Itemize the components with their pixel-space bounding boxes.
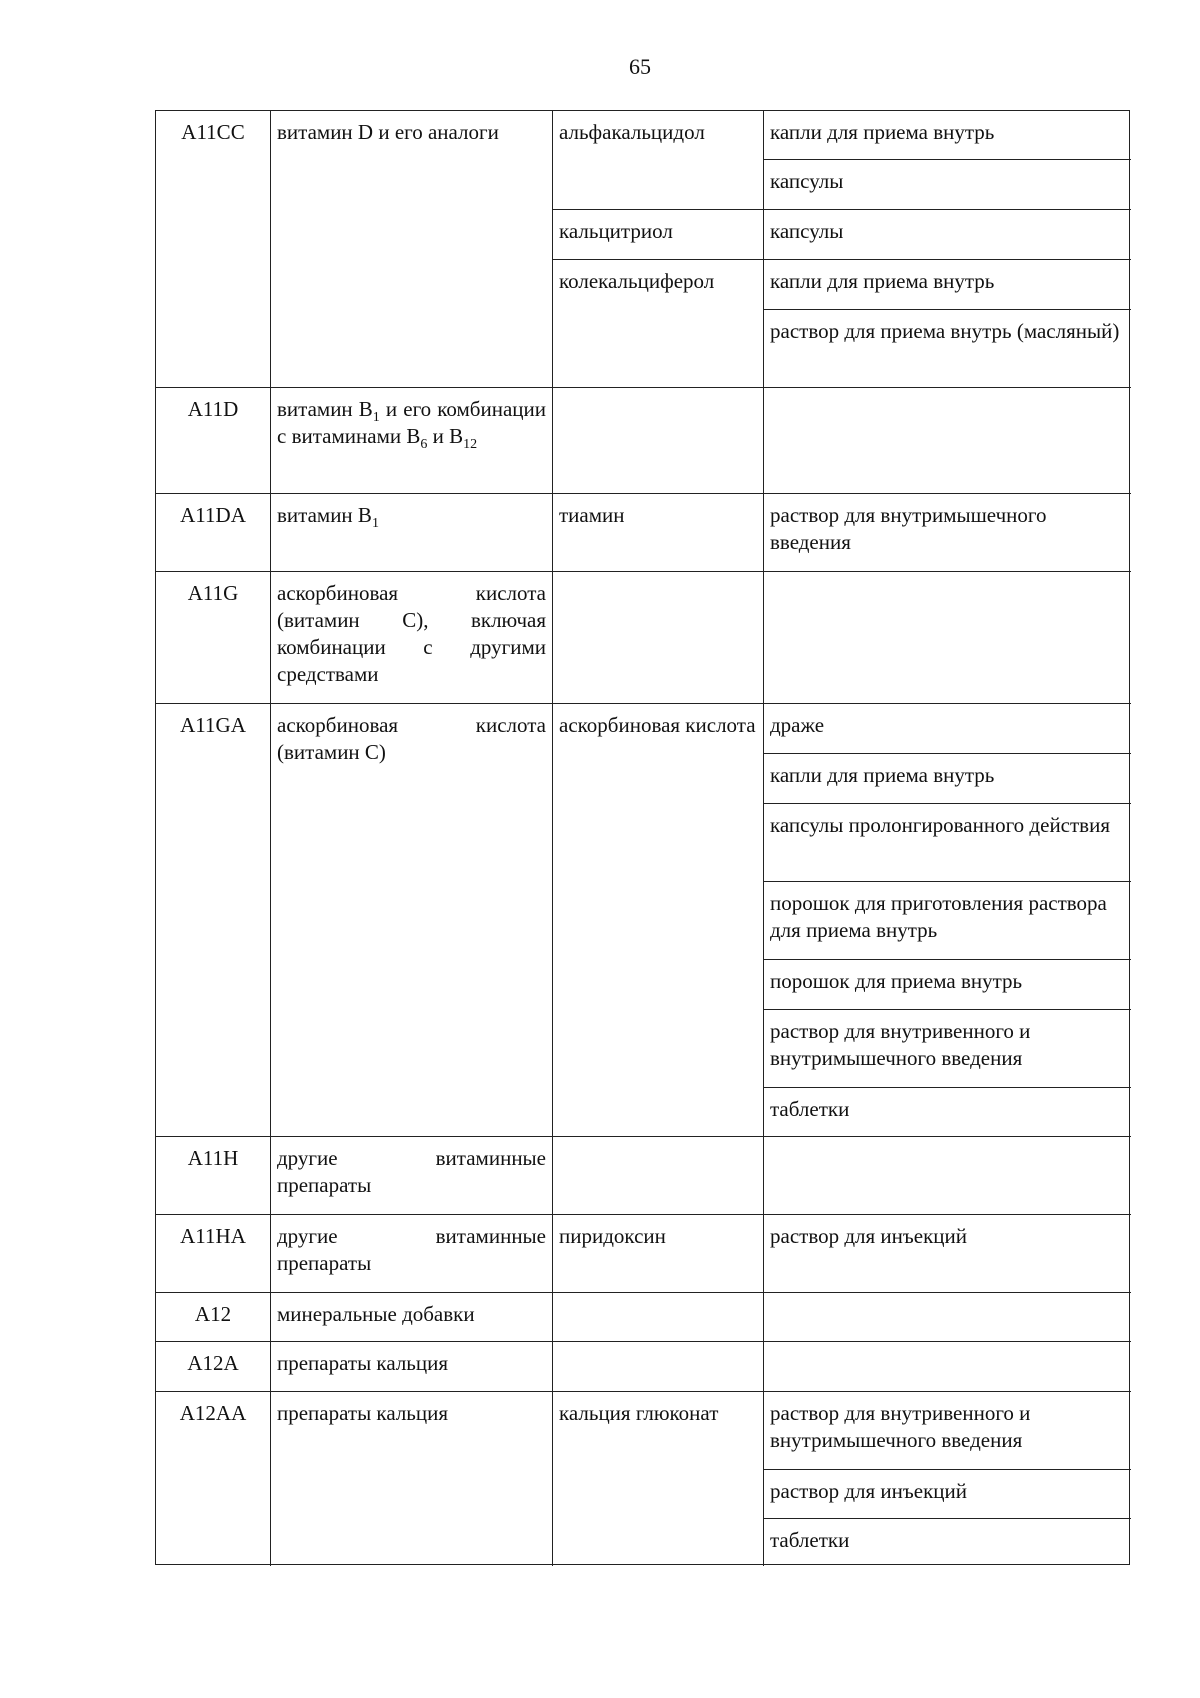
dosage-form-cell: раствор для внутримышечного введения <box>764 494 1131 572</box>
atc-code-cell: A11GA <box>156 704 271 1137</box>
atc-code-cell: A12 <box>156 1293 271 1342</box>
group-name-cell <box>271 1137 553 1215</box>
group-text: витамин B <box>277 503 372 527</box>
group-name-cell: другие витаминные препараты <box>271 1215 553 1293</box>
dosage-form-cell: таблетки <box>770 1528 850 1552</box>
group-name-cell: препараты кальция <box>271 1392 553 1566</box>
drug-name-cell <box>553 1293 764 1342</box>
drug-name-cell <box>553 388 764 494</box>
dosage-form-cell <box>764 388 1131 494</box>
dosage-form-cell <box>764 1293 1131 1342</box>
dosage-form-cell: раствор для приема внутрь (масляный) <box>764 310 1131 388</box>
dosage-form-cell: капли для приема внутрь <box>764 754 1131 804</box>
group-text: и B <box>427 424 464 448</box>
drug-name-cell: аскорбиновая кислота <box>553 704 764 1137</box>
atc-code-cell: A11HA <box>156 1215 271 1293</box>
group-name-cell: препараты кальция <box>271 1342 553 1392</box>
dosage-form-cell: капли для приема внутрь <box>764 111 1131 160</box>
subscript: 1 <box>371 516 379 532</box>
group-text: витамин B <box>277 397 373 421</box>
subscript: 12 <box>463 437 478 453</box>
dosage-form-cell: капсулы <box>764 210 1131 260</box>
drug-name-cell: колекальциферол <box>553 260 764 388</box>
dosage-form-cell: раствор для внутривенного и внутримышечного введения <box>764 1392 1131 1470</box>
drug-name-cell: тиамин <box>553 494 764 572</box>
dosage-form-cell: драже <box>764 704 1131 754</box>
group-name-cell <box>271 494 553 572</box>
dosage-form-cell <box>764 572 1131 704</box>
group-text: другие витаминные препараты <box>277 1146 546 1197</box>
dosage-form-cell: таблетки <box>764 1088 1131 1137</box>
dosage-form-cell: капсулы <box>764 160 1131 210</box>
atc-code-cell: A11G <box>156 572 271 704</box>
dosage-form-cell: раствор для внутривенного и внутримышечного введения <box>764 1010 1131 1088</box>
atc-code-cell: A11CC <box>156 111 271 388</box>
page-number: 65 <box>629 54 651 79</box>
drug-name-cell: пиридоксин <box>553 1215 764 1293</box>
atc-code-cell: A11DA <box>156 494 271 572</box>
dosage-form-cell: капли для приема внутрь <box>764 260 1131 310</box>
group-name-cell <box>271 388 553 494</box>
drug-name-cell: альфакальцидол <box>553 111 764 210</box>
drug-name-cell: кальцитриол <box>553 210 764 260</box>
subscript: 6 <box>420 437 428 453</box>
dosage-form-cell: порошок для приготовления раствора для приема внутрь <box>764 882 1131 960</box>
group-name-cell: витамин D и его аналоги <box>271 111 553 388</box>
atc-code-cell: A11D <box>156 388 271 494</box>
subscript: 1 <box>372 410 380 426</box>
dosage-form-cell <box>764 1342 1131 1392</box>
drug-name-cell <box>553 572 764 704</box>
dosage-form-cell: раствор для инъекций <box>764 1470 1131 1519</box>
group-name-cell: аскорбиновая кислота (витамин C) <box>271 704 553 1137</box>
group-name-cell: минеральные добавки <box>271 1293 553 1342</box>
group-text: и его комбинации с витаминами B <box>277 397 546 448</box>
drug-name-cell <box>553 1342 764 1392</box>
dosage-form-cell: раствор для инъекций <box>764 1215 1131 1293</box>
drug-name-cell: кальция глюконат <box>553 1392 764 1566</box>
atc-code-cell: A11H <box>156 1137 271 1215</box>
dosage-form-cell: капсулы пролонгированного действия <box>764 804 1131 882</box>
dosage-form-cell <box>764 1137 1131 1215</box>
drug-name-cell <box>553 1137 764 1215</box>
atc-code-cell: A12A <box>156 1342 271 1392</box>
atc-code-cell: A12AA <box>156 1392 271 1566</box>
dosage-form-cell: порошок для приема внутрь <box>764 960 1131 1010</box>
drug-classification-table <box>155 110 1130 1565</box>
group-name-cell: аскорбиновая кислота (витамин C), включая комбинации с другими средствами <box>271 572 553 704</box>
